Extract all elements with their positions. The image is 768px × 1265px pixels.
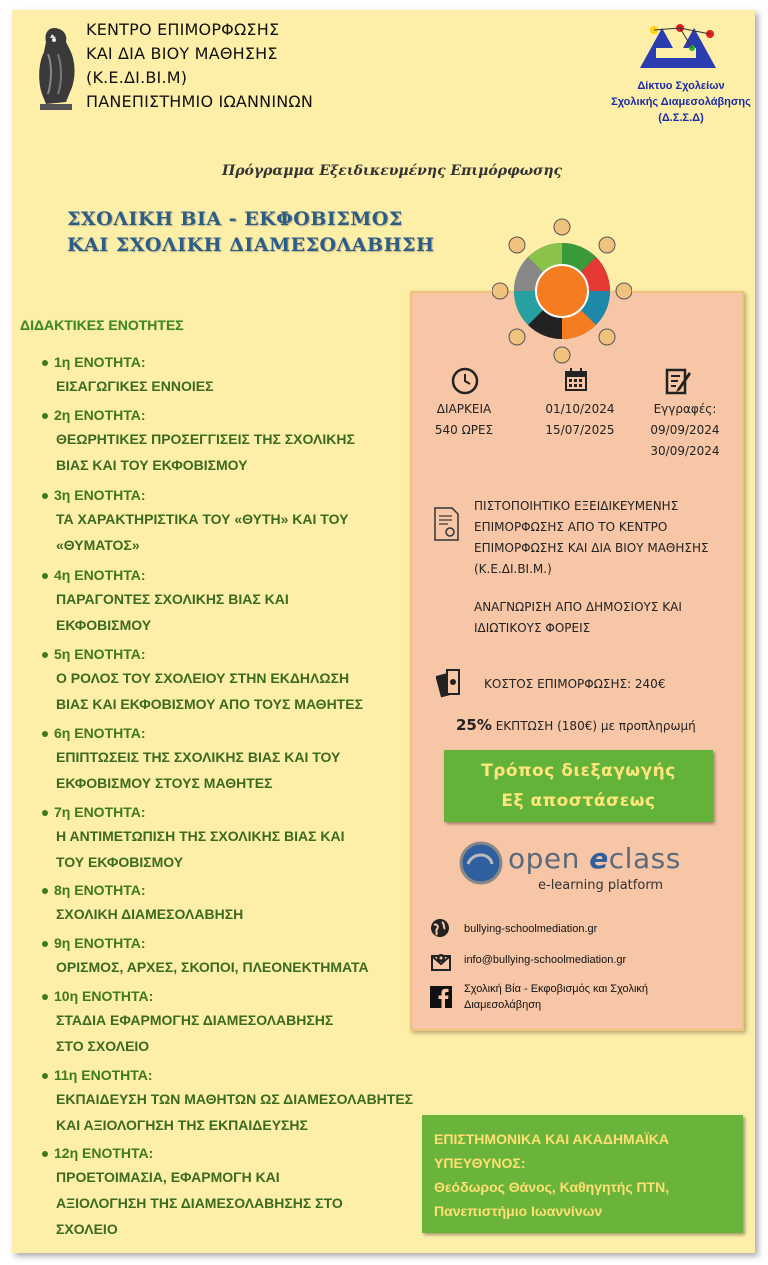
header-line: ΚΑΙ ΔΙΑ ΒΙΟΥ ΜΑΘΗΣΗΣ: [86, 44, 278, 63]
bullet-icon: [42, 493, 48, 499]
bullet-icon: [42, 888, 48, 894]
eclass-name-e: e: [589, 842, 609, 875]
unit-heading: [42, 933, 369, 953]
bullet-icon: [42, 652, 48, 658]
responsible-line: ΥΠΕΥΘΥΝΟΣ:: [434, 1155, 526, 1171]
owl-logo-icon: [32, 24, 80, 112]
unit-heading: [42, 644, 363, 664]
bullet-icon: [42, 573, 48, 579]
recognition-text: [474, 597, 682, 639]
network-logo-icon: [632, 20, 732, 72]
units-section-title: ΔΙΔΑΚΤΙΚΕΣ ΕΝΟΤΗΤΕΣ: [20, 317, 184, 333]
unit-heading-text: 7η ΕΝΟΤΗΤΑ:: [54, 804, 146, 820]
certificate-icon: [432, 506, 462, 542]
recognition-line: ΑΝΑΓΝΩΡΙΣΗ ΑΠΟ ΔΗΜΟΣΙΟΥΣ ΚΑΙ: [474, 600, 682, 614]
unit-item: [42, 565, 289, 638]
bullet-icon: [42, 731, 48, 737]
unit-item: [42, 723, 340, 796]
unit-description-line: ΣΤΟ ΣΧΟΛΕΙΟ: [56, 1038, 150, 1054]
responsible-line: Πανεπιστήμιο Ιωαννίνων: [434, 1203, 603, 1219]
dates-block: [534, 399, 626, 441]
eclass-name: [508, 842, 681, 875]
header-line: ΠΑΝΕΠΙΣΤΗΜΙΟ ΙΩΑΝΝΙΝΩΝ: [86, 92, 314, 111]
facebook-line: Διαμεσολάβηση: [464, 999, 542, 1011]
certificate-text: [474, 496, 709, 580]
recognition-line: ΙΔΙΩΤΙΚΟΥΣ ΦΟΡΕΙΣ: [474, 621, 591, 635]
institution-header: [86, 18, 313, 114]
unit-heading-text: 3η ΕΝΟΤΗΤΑ:: [54, 487, 146, 503]
network-line: Δίκτυο Σχολείων: [637, 80, 725, 92]
website-link[interactable]: bullying-schoolmediation.gr: [464, 923, 598, 935]
discount-text: [456, 715, 696, 737]
facebook-icon: [430, 986, 452, 1008]
header-line: (Κ.Ε.ΔΙ.ΒΙ.Μ): [86, 68, 188, 87]
discount-detail: ΕΚΠΤΩΣΗ (180€) με προπληρωμή: [491, 719, 696, 733]
discount-percent: 25%: [456, 716, 492, 734]
unit-description-line: ΟΡΙΣΜΟΣ, ΑΡΧΕΣ, ΣΚΟΠΟΙ, ΠΛΕΟΝΕΚΤΗΜΑΤΑ: [56, 959, 369, 975]
certificate-line: ΠΙΣΤΟΠΟΙΗΤΙΚΟ ΕΞΕΙΔΙΚΕΥΜΕΝΗΣ: [474, 499, 679, 513]
certificate-line: ΕΠΙΜΟΡΦΩΣΗΣ ΚΑΙ ΔΙΑ ΒΙΟΥ ΜΑΘΗΣΗΣ: [474, 541, 709, 555]
unit-heading-text: 10η ΕΝΟΤΗΤΑ:: [54, 988, 154, 1004]
end-date: 15/07/2025: [545, 423, 615, 437]
network-line: (Δ.Σ.Σ.Δ): [658, 112, 704, 124]
unit-description-line: ΠΡΟΕΤΟΙΜΑΣΙΑ, ΕΦΑΡΜΟΓΗ ΚΑΙ: [56, 1169, 280, 1185]
delivery-mode-box: [444, 750, 713, 822]
unit-description-line: Ο ΡΟΛΟΣ ΤΟΥ ΣΧΟΛΕΙΟΥ ΣΤΗΝ ΕΚΔΗΛΩΣΗ: [56, 670, 350, 686]
unit-heading: [42, 1143, 343, 1163]
unit-description-line: ΘΕΩΡΗΤΙΚΕΣ ΠΡΟΣΕΓΓΙΣΕΙΣ ΤΗΣ ΣΧΟΛΙΚΗΣ: [56, 431, 355, 447]
unit-description-line: ΤΟΥ ΕΚΦΟΒΙΣΜΟΥ: [56, 854, 184, 870]
registration-label: Εγγραφές:: [653, 402, 717, 416]
responsible-text: [434, 1127, 669, 1223]
unit-heading: [42, 880, 243, 900]
eclass-logo-icon: [458, 840, 504, 886]
unit-item: [42, 352, 214, 399]
bullet-icon: [42, 941, 48, 947]
unit-heading-text: 5η ΕΝΟΤΗΤΑ:: [54, 646, 146, 662]
clock-icon: [450, 366, 480, 396]
unit-description-line: ΣΧΟΛΙΚΗ ΔΙΑΜΕΣΟΛΑΒΗΣΗ: [56, 906, 244, 922]
unit-description-line: ΑΞΙΟΛΟΓΗΣΗ ΤΗΣ ΔΙΑΜΕΣΟΛΑΒΗΣΗΣ ΣΤΟ: [56, 1195, 343, 1211]
unit-description-line: ΣΤΑΔΙΑ ΕΦΑΡΜΟΓΗΣ ΔΙΑΜΕΣΟΛΑΒΗΣΗΣ: [56, 1012, 334, 1028]
registration-icon: [664, 366, 692, 396]
unit-description-line: ΕΠΙΠΤΩΣΕΙΣ ΤΗΣ ΣΧΟΛΙΚΗΣ ΒΙΑΣ ΚΑΙ ΤΟΥ: [56, 749, 341, 765]
eclass-name-part: open: [508, 842, 590, 875]
unit-description-line: ΕΚΠΑΙΔΕΥΣΗ ΤΩΝ ΜΑΘΗΤΩΝ ΩΣ ΔΙΑΜΕΣΟΛΑΒΗΤΕΣ: [56, 1091, 414, 1107]
duration-label: ΔΙΑΡΚΕΙΑ: [436, 402, 492, 416]
bullet-icon: [42, 1073, 48, 1079]
money-icon: [436, 666, 468, 700]
title-line: ΚΑΙ ΣΧΟΛΙΚΗ ΔΙΑΜΕΣΟΛΑΒΗΣΗ: [67, 234, 435, 256]
calendar-icon: [562, 366, 590, 394]
eclass-name-part: class: [608, 842, 681, 875]
unit-description-line: ΚΑΙ ΑΞΙΟΛΟΓΗΣΗ ΤΗΣ ΕΚΠΑΙΔΕΥΣΗΣ: [56, 1117, 308, 1133]
unit-heading-text: 11η ΕΝΟΤΗΤΑ:: [54, 1067, 153, 1083]
unit-heading-text: 9η ΕΝΟΤΗΤΑ:: [54, 935, 146, 951]
unit-heading-text: 8η ΕΝΟΤΗΤΑ:: [54, 882, 146, 898]
unit-item: [42, 880, 243, 927]
unit-heading: [42, 565, 289, 585]
unit-item: [42, 802, 345, 875]
title-line: ΣΧΟΛΙΚΗ ΒΙΑ - ΕΚΦΟΒΙΣΜΟΣ: [67, 208, 403, 230]
bullet-icon: [42, 810, 48, 816]
mode-label: Τρόπος διεξαγωγής: [481, 761, 676, 781]
unit-item: [42, 933, 369, 980]
unit-description-line: ΤΑ ΧΑΡΑΚΤΗΡΙΣΤΙΚΑ ΤΟΥ «ΘΥΤΗ» ΚΑΙ ΤΟΥ: [56, 511, 349, 527]
unit-item: [42, 644, 363, 717]
unit-heading-text: 6η ΕΝΟΤΗΤΑ:: [54, 725, 146, 741]
unit-description-line: ΠΑΡΑΓΟΝΤΕΣ ΣΧΟΛΙΚΗΣ ΒΙΑΣ ΚΑΙ: [56, 591, 289, 607]
unit-description-line: ΕΚΦΟΒΙΣΜΟΥ: [56, 617, 152, 633]
facebook-line: Σχολική Βία - Εκφοβισμός και Σχολική: [464, 983, 649, 995]
start-date: 01/10/2024: [545, 402, 615, 416]
main-title: [67, 206, 434, 258]
unit-item: [42, 1143, 343, 1242]
unit-heading: [42, 352, 214, 372]
unit-heading: [42, 485, 348, 505]
unit-description-line: ΒΙΑΣ ΚΑΙ ΕΚΦΟΒΙΣΜΟΥ ΑΠΟ ΤΟΥΣ ΜΑΘΗΤΕΣ: [56, 696, 363, 712]
responsible-line: ΕΠΙΣΤΗΜΟΝΙΚΑ ΚΑΙ ΑΚΑΔΗΜΑΪΚΑ: [434, 1131, 669, 1147]
responsible-line: Θεόδωρος Θάνος, Καθηγητής ΠΤΝ,: [434, 1179, 670, 1195]
bullet-icon: [42, 360, 48, 366]
duration-value: 540 ΩΡΕΣ: [434, 423, 494, 437]
unit-heading: [42, 1065, 413, 1085]
unit-heading-text: 2η ΕΝΟΤΗΤΑ:: [54, 407, 146, 423]
cost-text: ΚΟΣΤΟΣ ΕΠΙΜΟΡΦΩΣΗΣ: 240€: [484, 677, 666, 691]
unit-heading: [42, 723, 340, 743]
unit-description-line: ΕΚΦΟΒΙΣΜΟΥ ΣΤΟΥΣ ΜΑΘΗΤΕΣ: [56, 775, 273, 791]
unit-description-line: ΣΧΟΛΕΙΟ: [56, 1221, 118, 1237]
program-label: Πρόγραμμα Εξειδικευμένης Επιμόρφωσης: [222, 163, 563, 179]
registration-start: 09/09/2024: [650, 423, 720, 437]
certificate-line: ΕΠΙΜΟΡΦΩΣΗΣ ΑΠΟ ΤΟ ΚΕΝΤΡΟ: [474, 520, 668, 534]
bullet-icon: [42, 1151, 48, 1157]
mode-value: Εξ αποστάσεως: [501, 791, 656, 811]
people-circle-illustration: [492, 208, 632, 373]
unit-item: [42, 1065, 413, 1138]
unit-description-line: ΕΙΣΑΓΩΓΙΚΕΣ ΕΝΝΟΙΕΣ: [56, 378, 214, 394]
unit-heading-text: 12η ΕΝΟΤΗΤΑ:: [54, 1145, 154, 1161]
unit-heading-text: 4η ΕΝΟΤΗΤΑ:: [54, 567, 146, 583]
email-link[interactable]: info@bullying-schoolmediation.gr: [464, 954, 627, 966]
certificate-line: (Κ.Ε.ΔΙ.ΒΙ.Μ.): [474, 562, 552, 576]
unit-item: [42, 986, 333, 1059]
duration-block: [424, 399, 504, 441]
unit-heading-text: 1η ΕΝΟΤΗΤΑ:: [54, 354, 146, 370]
unit-description-line: «ΘΥΜΑΤΟΣ»: [56, 537, 140, 553]
unit-heading: [42, 802, 345, 822]
bullet-icon: [42, 413, 48, 419]
unit-description-line: Η ΑΝΤΙΜΕΤΩΠΙΣΗ ΤΗΣ ΣΧΟΛΙΚΗΣ ΒΙΑΣ ΚΑΙ: [56, 828, 345, 844]
responsible-box: [422, 1115, 743, 1233]
globe-icon: [430, 918, 450, 938]
unit-item: [42, 405, 355, 478]
network-caption: [606, 78, 756, 126]
unit-description-line: ΒΙΑΣ ΚΑΙ ΤΟΥ ΕΚΦΟΒΙΣΜΟΥ: [56, 457, 248, 473]
registration-end: 30/09/2024: [650, 444, 720, 458]
unit-heading: [42, 405, 355, 425]
header-line: ΚΕΝΤΡΟ ΕΠΙΜΟΡΦΩΣΗΣ: [86, 20, 280, 39]
eclass-tagline: e-learning platform: [538, 878, 664, 893]
flyer: [12, 10, 755, 1253]
unit-item: [42, 485, 348, 558]
network-line: Σχολικής Διαμεσολάβησης: [611, 96, 751, 108]
bullet-icon: [42, 994, 48, 1000]
facebook-link[interactable]: [464, 981, 648, 1013]
unit-heading: [42, 986, 333, 1006]
registration-block: [640, 399, 730, 462]
email-icon: [430, 950, 452, 972]
